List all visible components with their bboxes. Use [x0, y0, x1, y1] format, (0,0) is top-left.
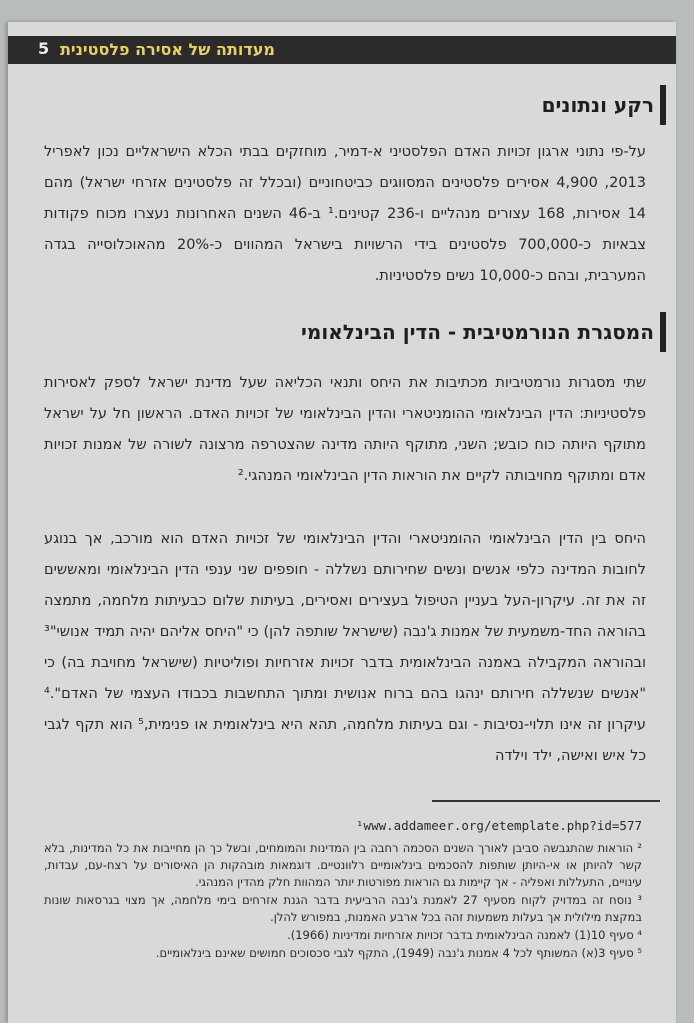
footnote-2: ² הוראות שהתגבשה סביבן לאורך השנים הסכמה רחבה בין המדינות והמומחים, ובשל כך הן מחייבות את כל המדינות, בלא קשר להיותן או אי-היותן שותפות להסכמים בינלאומיים רלוונטיים. דוגמאות מובהקות הן האיסורים על רצח-עם, עבדות, עינויים, התעללות ואפליה - אך קיימות גם הוראות מפורטות יותר המהוות חלק מהדין המנהגי.	[44, 841, 642, 889]
footnotes-block	[44, 840, 642, 963]
paragraph-normative-2: היחס בין הדין הבינלאומי ההומניטארי והדין הבינלאומי של זכויות האדם הוא מורכב, אך בנוגע לחובות המדינה כלפי אנשים ונשים שחירותם נשללה - חופפים שני ענפי הדין הבינלאומי ומאששים זה את זה. עיקרון-העל בעניין הטיפול בעצירים ואסירים, בעיתות שלום כבעיתות מלחמה, מתמצה בהוראה החד-משמעית של אמנות ג'נבה (שישראל שותפה להן) כי "היחס אליהם יהיה תמיד אנושי"³ ובהוראה המקבילה באמנה הבינלאומית בדבר זכויות אזרחיות ופוליטיות (שישראל מחויבת בה) כי "אנשים שנשללה חירותם ינהגו בהם ברוח אנושית ומתוך התחשבות בכבודו העצמי של האדם".⁴ עיקרון זה אינו תלוי-נסיבות - וגם בעיתות מלחמה, תהא היא בינלאומית או פנימית,⁵ הוא תקף לגבי כל איש ואישה, ילד וילדה	[44, 531, 646, 764]
running-header	[8, 36, 676, 64]
page-number: 5	[38, 39, 50, 58]
paragraph-background: על-פי נתוני ארגון זכויות האדם הפלסטיני א-דמיר, מוחזקים בבתי הכלא הישראליים נכון לאפריל 2013, 4,900 אסירים פלסטינים המסווגים כביטחוניים (ובכלל זה פלסטינים אזרחי ישראל) מהם 14 אסירות, 168 עצורים מנהליים ו-236 קטינים.¹ ב-46 השנים האחרונות נעצרו מכוח פקודות צבאיות כ-700,000 פלסטינים בידי הרשויות בישראל המהווים כ-20% מהאוכלוסייה בגדה המערבית, ובהם כ-10,000 נשים פלסטיניות.	[44, 144, 647, 284]
footnote-1-url: ¹www.addameer.org/etemplate.php?id=577	[356, 818, 642, 833]
section-heading-background: רקע ונתונים	[541, 93, 654, 117]
footnote-5: ⁵ סעיף 3(א) המשותף לכל 4 אמנות ג'נבה (1949), התקף לגבי סכסוכים חמושים שאינם בינלאומיים.	[155, 946, 642, 960]
footnote-4: ⁴ סעיף 10(1) לאמנה הבינלאומית בדבר זכויות אזרחיות ומדיניות (1966).	[287, 928, 642, 942]
footnote-3: ³ נוסח זה במדויק לקוח מסעיף 27 לאמנת ג'נבה הרביעית בדבר הגנת אזרחים בימי מלחמה, אך מצוי בגרסאות שונות במקצת מילולית אך בעלות משמעות זהה בכל ארבע האמנות, במפורש להלן.	[44, 893, 642, 924]
document-page	[8, 22, 676, 1023]
section-heading-normative-framework: המסגרת הנורמטיבית - הדין הבינלאומי	[300, 320, 654, 344]
running-title: מעדותה של אסירה פלסטינית	[60, 40, 275, 59]
paragraph-normative-1: שתי מסגרות נורמטיביות מכתיבות את היחס ותנאי הכליאה שעל מדינת ישראל לספק לאסירות פלסטיניות: הדין הבינלאומי ההומניטארי והדין הבינלאומי של זכויות האדם. הראשון חל על ישראל מתוקף היותה כוח כובש; השני, מתוקף היותה מדינה שהצטרפה מרצונה לשורה של אמנות זכויות אדם ומתוקף מחויבותה לקיים את הוראות הדין הבינלאומי המנהגי.²	[44, 375, 646, 484]
footnote-divider	[432, 800, 660, 802]
